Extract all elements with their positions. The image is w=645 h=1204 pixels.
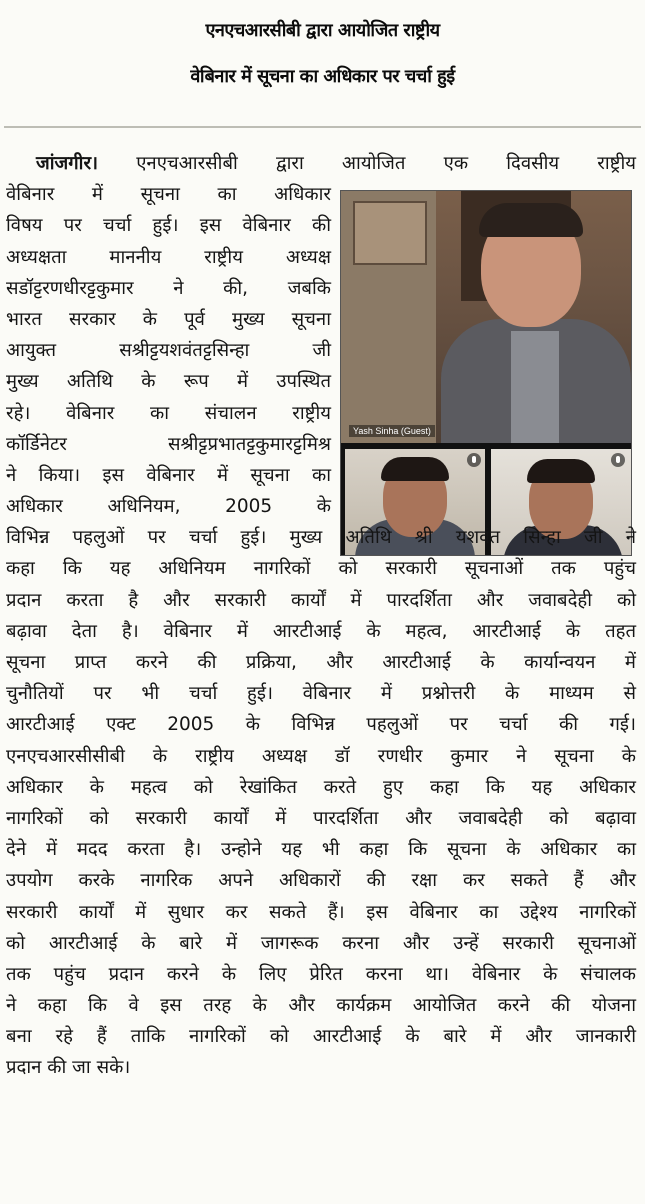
article-line: कॉर्डिनेटर सश्रीट्टप्रभातट्टकुमारट्टमिश्र: [6, 433, 331, 455]
article-line: अधिकार अधिनियम, 2005 के: [6, 496, 331, 518]
article-line: वेबिनार में सूचना का अधिकार: [6, 184, 331, 206]
article-line: सूचना प्राप्त करने की प्रक्रिया, और आरटीआई के कार्यान्वयन में: [6, 652, 636, 673]
article-body: [6, 148, 636, 1084]
article-line: विभिन्न पहलुओं पर चर्चा हुई। मुख्य अतिथि श्री यशवंत सिन्हा जी ने: [6, 527, 636, 549]
article-line: सडॉट्टरणधीरट्टकुमार ने की, जबकि: [6, 277, 331, 299]
article-line: भारत सरकार के पूर्व मुख्य सूचना: [6, 308, 331, 330]
article-line: ने किया। इस वेबिनार में सूचना का: [6, 464, 331, 486]
headline: [0, 8, 645, 100]
headline-line-2: वेबिनार में सूचना का अधिकार पर चर्चा हुई: [190, 66, 455, 87]
article-line: प्रदान की जा सके।: [6, 1057, 131, 1079]
article-line: विषय पर चर्चा हुई। इस वेबिनार की: [6, 215, 331, 237]
participant-name-label: Yash Sinha (Guest): [349, 425, 435, 437]
article-line: सरकारी कार्यों में सुधार कर सकते हैं। इस वेबिनार का उद्देश्य नागरिकों: [6, 901, 636, 923]
article-line: तक पहुंच प्रदान करने के लिए प्रेरित करना था। वेबिनार के संचालक: [6, 963, 636, 985]
article-line: [6, 148, 636, 179]
article-line: मुख्य अतिथि के रूप में उपस्थित: [6, 371, 331, 393]
article-line: अध्यक्षता माननीय राष्ट्रीय अध्यक्ष: [6, 246, 331, 268]
article-line-text: एनएचआरसीबी द्वारा आयोजित एक दिवसीय राष्ट्रीय: [136, 153, 636, 174]
article-line: नागरिकों को सरकारी कार्यों में पारदर्शिता और जवाबदेही को बढ़ावा: [6, 807, 636, 829]
headline-line-1: एनएचआरसीबी द्वारा आयोजित राष्ट्रीय: [205, 20, 440, 41]
article-line: को आरटीआई के बारे में जागरूक करना और उन्हें सरकारी सूचनाओं: [6, 932, 636, 954]
article-line: कहा कि यह अधिनियम नागरिकों को सरकारी सूचनाओं तक पहुंच: [6, 558, 636, 580]
article-line: रहे। वेबिनार का संचालन राष्ट्रीय: [6, 402, 331, 424]
article-line: एनएचआरसीसीबी के राष्ट्रीय अध्यक्ष डॉ रणधीर कुमार ने सूचना के: [6, 745, 636, 767]
article-line: अधिकार के महत्व को रेखांकित करते हुए कहा कि यह अधिकार: [6, 776, 636, 798]
article-line: ने कहा कि वे इस तरह के और कार्यक्रम आयोजित करने की योजना: [6, 995, 636, 1017]
article-line: चुनौतियों पर भी चर्चा हुई। वेबिनार में प्रश्नोत्तरी के माध्यम से: [6, 683, 636, 705]
article-line: प्रदान करता है और सरकारी कार्यों में पारदर्शिता और जवाबदेही को: [6, 589, 636, 611]
article-line: देने में मदद करता है। उन्होने यह भी कहा कि सूचना के अधिकार का: [6, 839, 636, 861]
divider: [4, 126, 641, 128]
article-line: आयुक्त सश्रीट्टयशवंतट्टसिन्हा जी: [6, 340, 331, 362]
article-line: बना रहे हैं ताकि नागरिकों को आरटीआई के बारे में और जानकारी: [6, 1026, 636, 1048]
dateline: जांजगीर।: [36, 153, 99, 174]
article-line: आरटीआई एक्ट 2005 के विभिन्न पहलुओं पर चर्चा की गई।: [6, 714, 636, 736]
article-line: उपयोग करके नागरिक अपने अधिकारों की रक्षा कर सकते हैं और: [6, 870, 636, 892]
article-line: बढ़ावा देता है। वेबिनार में आरटीआई के महत्व, आरटीआई के तहत: [6, 620, 636, 642]
